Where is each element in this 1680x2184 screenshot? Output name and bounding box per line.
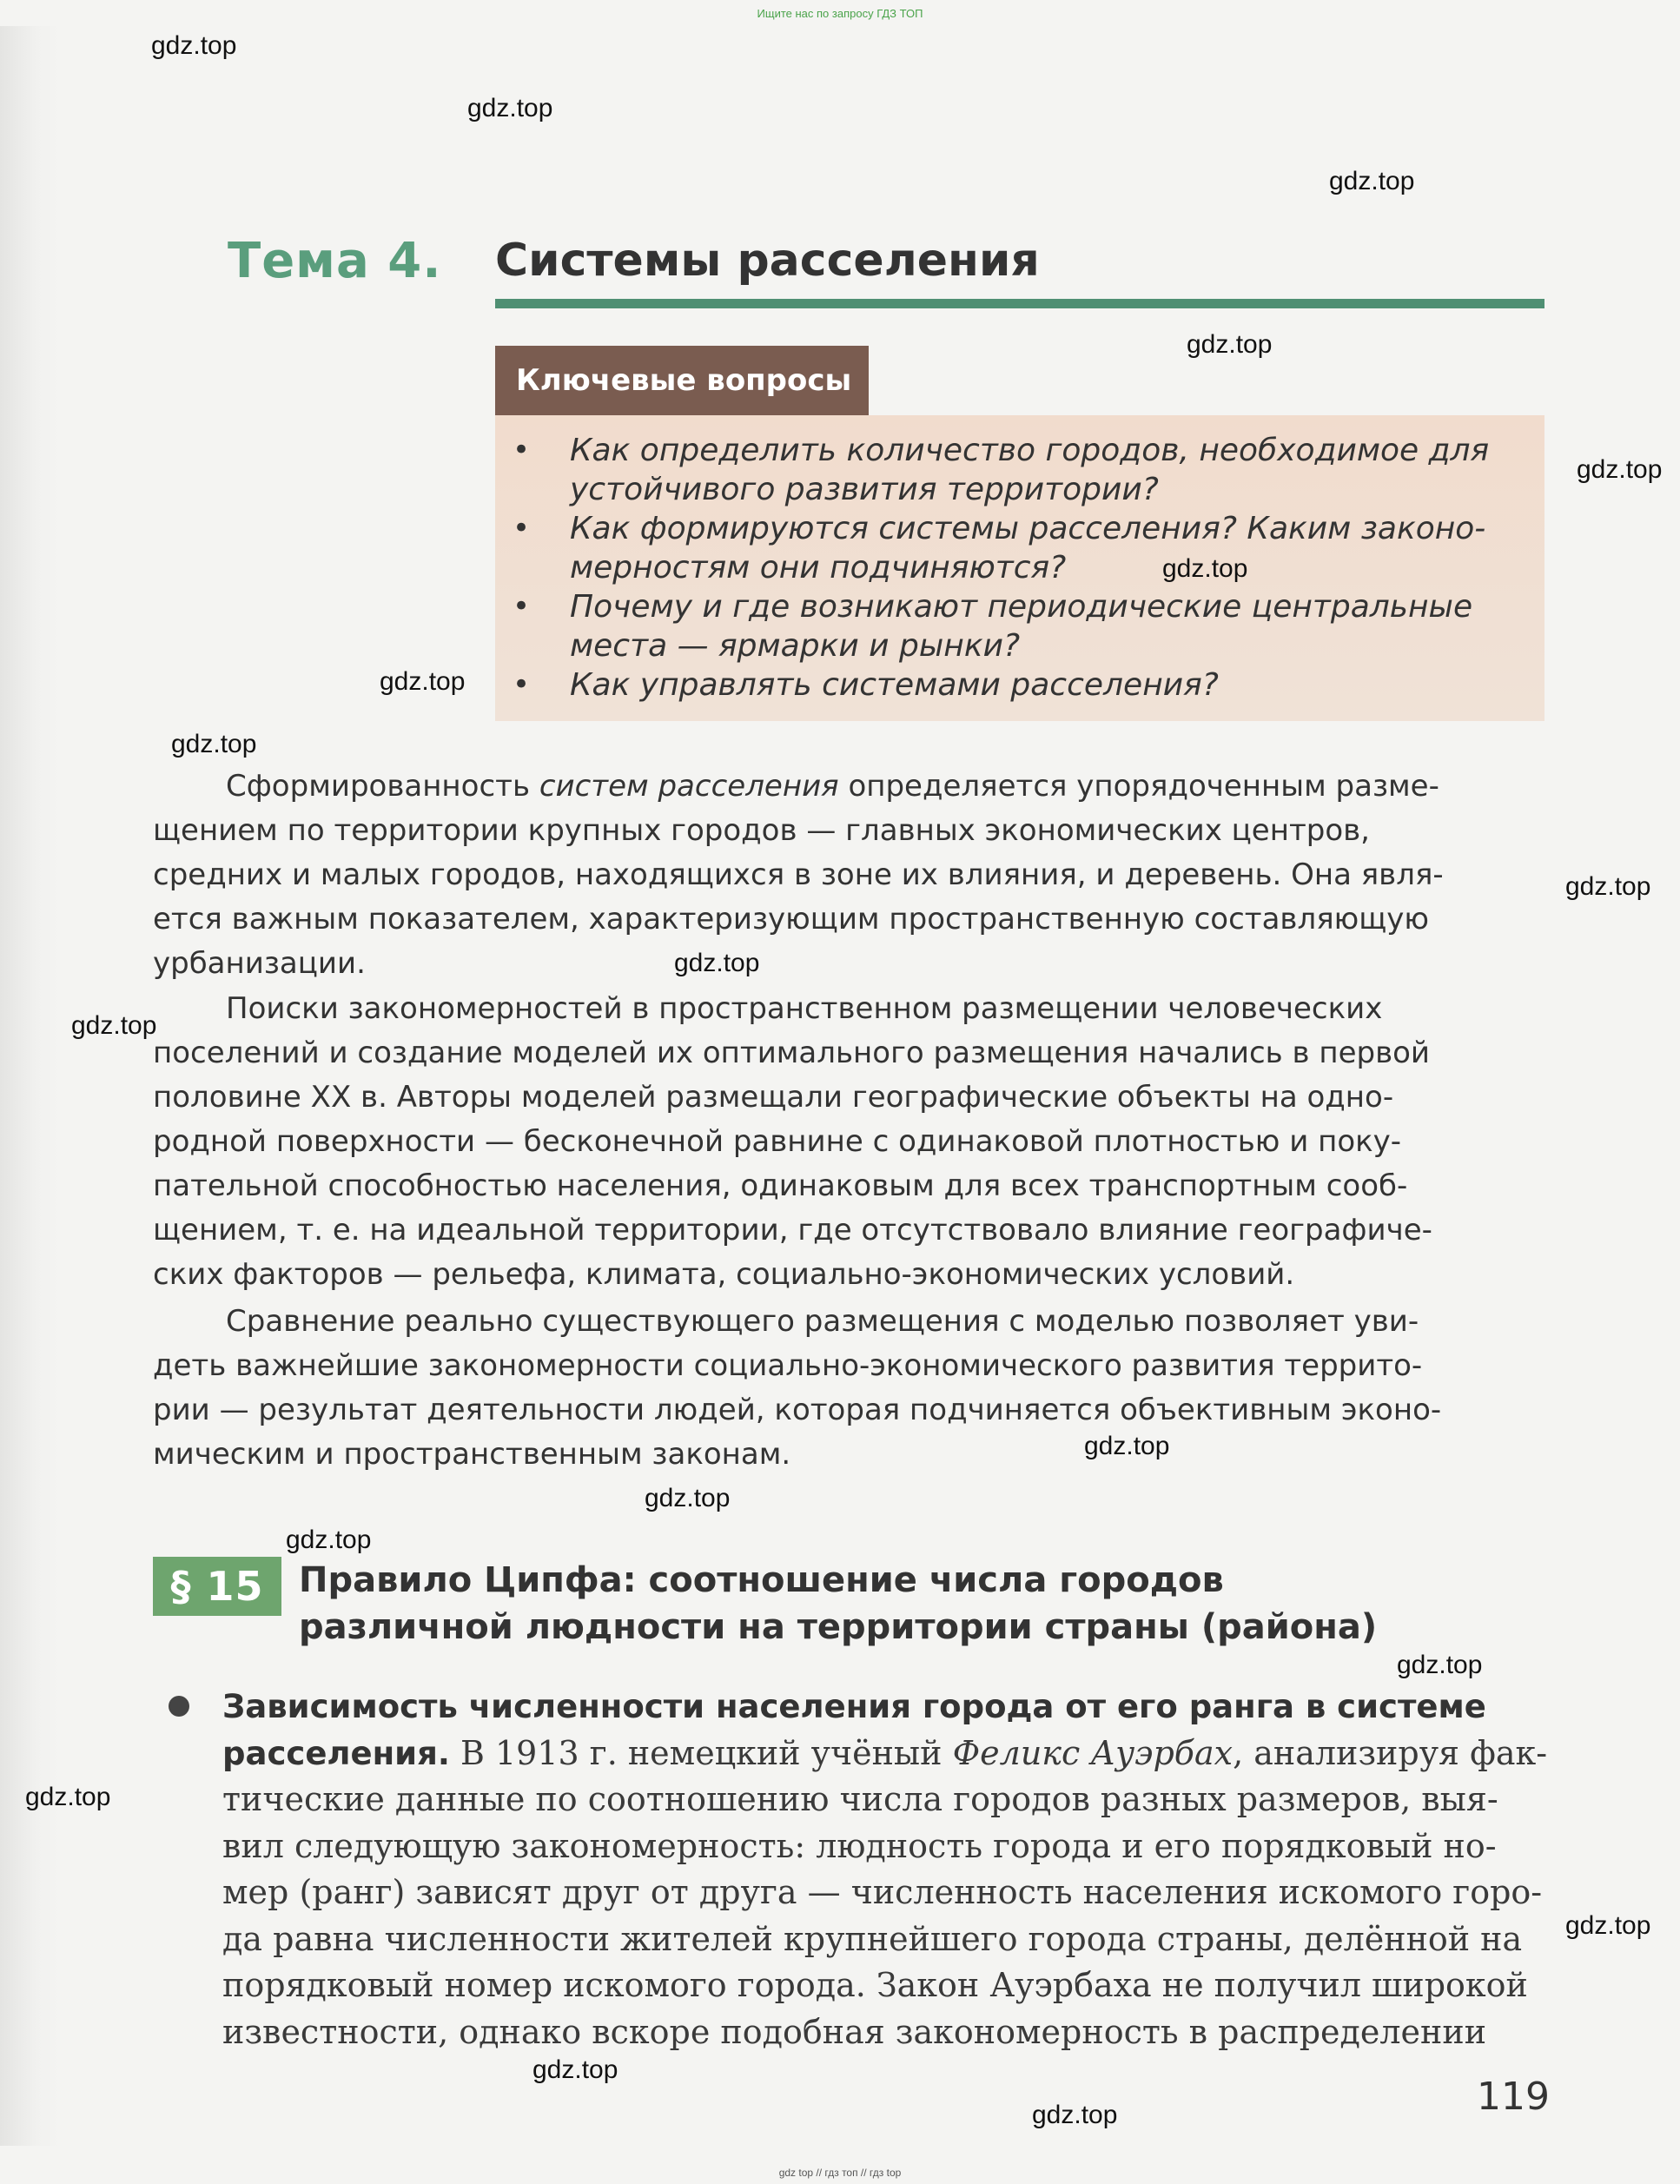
bullet-icon: • <box>513 667 531 702</box>
watermark: gdz.top <box>151 31 237 60</box>
text-line: расселения. В 1913 г. немецкий учёный Феликс Ауэрбах, анализируя фак- <box>222 1733 1548 1772</box>
watermark: gdz.top <box>645 1484 731 1512</box>
section-title-line: Правило Ципфа: соотношение числа городов <box>299 1560 1224 1600</box>
page-number: 119 <box>1477 2075 1550 2119</box>
key-questions-title: Ключевые вопросы <box>495 346 869 415</box>
watermark: gdz.top <box>71 1011 157 1040</box>
bullet-icon <box>169 1696 189 1717</box>
text-line: Сформированность систем расселения определяется упорядоченным разме- <box>226 769 1439 804</box>
watermark: gdz.top <box>674 949 760 977</box>
text-line: мер (ранг) зависят друг от друга — численность населения искомого горо- <box>222 1873 1543 1911</box>
text-line: пательной способностью населения, одинаковым для всех транспортным сооб- <box>153 1168 1408 1203</box>
intro-paragraph-3 <box>153 1300 1544 1477</box>
key-question-line: мерностям они подчиняются? <box>570 550 1067 586</box>
text-line: вил следующую закономерность: людность города и его порядковый но- <box>222 1826 1497 1865</box>
lead-line: Зависимость численности населения города от его ранга в системе <box>222 1688 1486 1725</box>
watermark: gdz.top <box>1565 872 1651 901</box>
section-badge: § 15 <box>153 1557 281 1616</box>
watermark: gdz.top <box>1187 330 1273 359</box>
key-question-line: • Как определить количество городов, необходимое для <box>513 433 1490 468</box>
bullet-icon: • <box>513 589 531 624</box>
key-questions-list <box>513 431 1546 705</box>
watermark: gdz.top <box>532 2055 618 2084</box>
text-line: известности, однако вскоре подобная закономерность в распределении <box>222 2012 1487 2051</box>
text-line: порядковый номер искомого города. Закон Ауэрбаха не получил широкой <box>222 1966 1528 2004</box>
text-line: мическим и пространственным законам. <box>153 1437 791 1472</box>
watermark: gdz.top <box>467 94 553 122</box>
text-line: да равна численности жителей крупнейшего города страны, делённой на <box>222 1919 1523 1958</box>
theme-title: Системы расселения <box>495 235 1040 287</box>
watermark: gdz.top <box>1565 1911 1651 1940</box>
watermark: gdz.top <box>1397 1651 1483 1679</box>
watermark: gdz.top <box>25 1783 111 1811</box>
bullet-icon: • <box>513 433 531 467</box>
text-line: Сравнение реально существующего размещения с моделью позволяет уви- <box>226 1304 1419 1339</box>
watermark: gdz.top <box>1329 167 1415 195</box>
text-line: щением, т. е. на идеальной территории, где отсутствовало влияние географиче- <box>153 1213 1432 1248</box>
section-title <box>299 1557 1377 1651</box>
text-line: рии — результат деятельности людей, которая подчиняется объективным эконо- <box>153 1393 1442 1427</box>
theme-divider <box>495 299 1544 308</box>
page-spine-shadow <box>0 26 61 2146</box>
text-line: Поиски закономерностей в пространственном размещении человеческих <box>226 991 1383 1026</box>
key-question-line: • Почему и где возникают периодические центральные <box>513 589 1473 625</box>
footer-note: gdz top // гдз топ // гдз top <box>778 2167 902 2179</box>
key-question-line: устойчивого развития территории? <box>570 472 1159 507</box>
watermark: gdz.top <box>171 730 257 758</box>
bullet-icon: • <box>513 511 531 546</box>
section-body <box>222 1684 1548 2055</box>
text-line: щением по территории крупных городов — главных экономических центров, <box>153 813 1370 848</box>
watermark: gdz.top <box>380 667 466 696</box>
text-line: урбанизации. <box>153 946 366 981</box>
key-question-line: • Как управлять системами расселения? <box>513 667 1219 703</box>
watermark: gdz.top <box>1162 554 1248 583</box>
top-note: Ищите нас по запросу ГДЗ ТОП <box>757 7 923 20</box>
watermark: gdz.top <box>1032 2101 1118 2129</box>
text-line: деть важнейшие закономерности социально-экономического развития террито- <box>153 1348 1423 1383</box>
intro-paragraph-1 <box>153 764 1544 986</box>
section-title-line: различной людности на территории страны (района) <box>299 1607 1378 1647</box>
text-line: половине XX в. Авторы моделей размещали географические объекты на одно- <box>153 1080 1394 1115</box>
theme-number: Тема 4. <box>228 233 442 289</box>
intro-paragraph-2 <box>153 987 1544 1297</box>
watermark: gdz.top <box>286 1525 372 1554</box>
watermark: gdz.top <box>1084 1432 1170 1460</box>
text-line: родной поверхности — бесконечной равнине с одинаковой плотностью и поку- <box>153 1124 1402 1159</box>
text-line: поселений и создание моделей их оптимального размещения начались в первой <box>153 1036 1431 1070</box>
text-line: ских факторов — рельефа, климата, социально-экономических условий. <box>153 1257 1295 1292</box>
watermark: gdz.top <box>1577 455 1663 484</box>
key-question-line: места — ярмарки и рынки? <box>570 628 1021 664</box>
text-line: средних и малых городов, находящихся в зоне их влияния, и деревень. Она явля- <box>153 857 1444 892</box>
key-question-line: • Как формируются системы расселения? Каким законо- <box>513 511 1486 546</box>
text-line: ется важным показателем, характеризующим пространственную составляющую <box>153 902 1430 936</box>
text-line: тические данные по соотношению числа городов разных размеров, выя- <box>222 1780 1498 1818</box>
